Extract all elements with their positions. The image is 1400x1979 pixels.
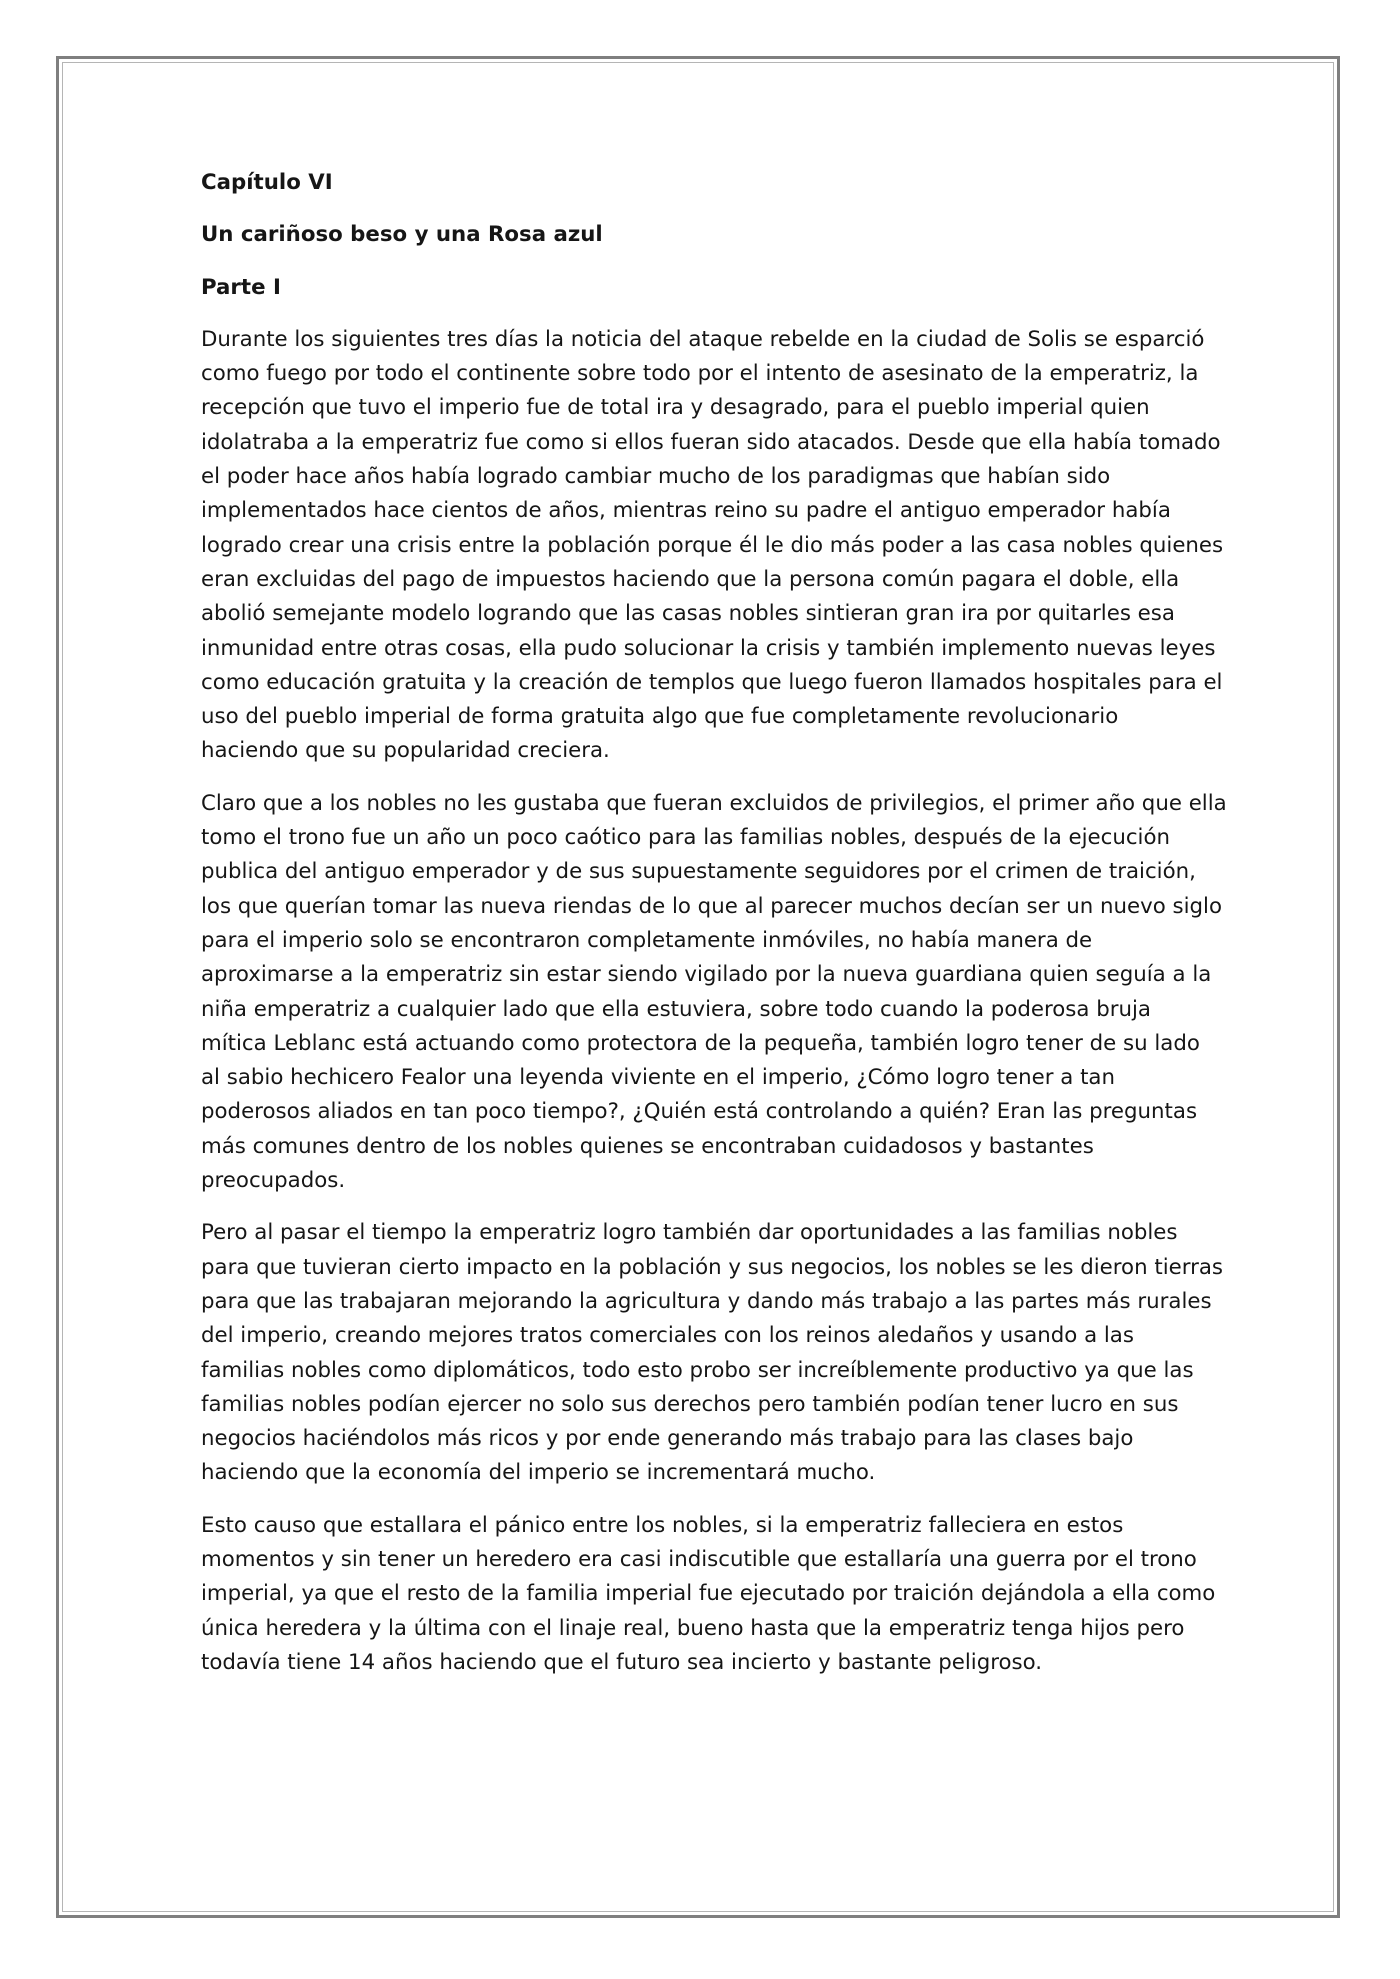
- paragraph-line: poderosos aliados en tan poco tiempo?, ¿Quién está controlando a quién? Eran las preguntas: [201, 1099, 1198, 1125]
- paragraph-line: aproximarse a la emperatriz sin estar siendo vigilado por la nueva guardiana quien seguía a la: [201, 962, 1212, 988]
- paragraph-line: abolió semejante modelo logrando que las casas nobles sintieran gran ira por quitarles esa: [201, 601, 1175, 627]
- paragraph-line: eran excluidas del pago de impuestos haciendo que la persona común pagara el doble, ella: [201, 566, 1180, 592]
- part-title: Parte I: [201, 274, 281, 300]
- paragraph-line: los que querían tomar las nueva riendas de lo que al parecer muchos decían ser un nuevo siglo: [201, 893, 1222, 919]
- paragraph-line: familias nobles podían ejercer no solo sus derechos pero también podían tener lucro en sus: [201, 1391, 1179, 1417]
- paragraph: [201, 323, 1224, 769]
- document-body: [201, 166, 1227, 1698]
- paragraph-line: para el imperio solo se encontraron completamente inmóviles, no había manera de: [201, 927, 1093, 953]
- paragraph-line: más comunes dentro de los nobles quienes se encontraban cuidadosos y bastantes: [201, 1133, 1094, 1159]
- paragraph-line: como fuego por todo el continente sobre todo por el intento de asesinato de la emperatriz, la: [201, 361, 1199, 387]
- paragraphs: [201, 323, 1227, 1680]
- paragraph-line: como educación gratuita y la creación de templos que luego fueron llamados hospitales para el: [201, 669, 1223, 695]
- paragraph-line: para que tuvieran cierto impacto en la población y sus negocios, los nobles se les dieron tierras: [201, 1254, 1224, 1280]
- paragraph-line: al sabio hechicero Fealor una leyenda viviente en el imperio, ¿Cómo logro tener a tan: [201, 1065, 1115, 1091]
- paragraph-line: niña emperatriz a cualquier lado que ella estuviera, sobre todo cuando la poderosa bruja: [201, 996, 1151, 1022]
- paragraph-line: familias nobles como diplomáticos, todo esto probo ser increíblemente productivo ya que las: [201, 1357, 1194, 1383]
- paragraph-line: del imperio, creando mejores tratos comerciales con los reinos aledaños y usando a las: [201, 1323, 1134, 1349]
- paragraph-line: haciendo que su popularidad creciera.: [201, 738, 610, 764]
- paragraph-line: inmunidad entre otras cosas, ella pudo solucionar la crisis y también implemento nuevas leyes: [201, 635, 1216, 661]
- paragraph-line: idolatraba a la emperatriz fue como si ellos fueran sido atacados. Desde que ella había tomado: [201, 429, 1221, 455]
- paragraph-line: tomo el trono fue un año un poco caótico para las familias nobles, después de la ejecución: [201, 825, 1170, 851]
- paragraph-line: publica del antiguo emperador y de sus supuestamente seguidores por el crimen de traición,: [201, 859, 1196, 885]
- paragraph-line: haciendo que la economía del imperio se incrementará mucho.: [201, 1460, 876, 1486]
- paragraph: [201, 1509, 1216, 1680]
- paragraph-line: logrado crear una crisis entre la población porque él le dio más poder a las casa nobles quienes: [201, 532, 1224, 558]
- paragraph-line: implementados hace cientos de años, mientras reino su padre el antiguo emperador había: [201, 498, 1171, 524]
- paragraph-line: Durante los siguientes tres días la noticia del ataque rebelde en la ciudad de Solis se esparció: [201, 326, 1205, 352]
- paragraph-line: momentos y sin tener un heredero era casi indiscutible que estallaría una guerra por el trono: [201, 1546, 1197, 1572]
- chapter-subtitle: Un cariñoso beso y una Rosa azul: [201, 222, 603, 248]
- chapter-title: Capítulo VI: [201, 170, 333, 195]
- paragraph-line: Claro que a los nobles no les gustaba que fueran excluidos de privilegios, el primer año que ella: [201, 790, 1227, 816]
- paragraph-line: uso del pueblo imperial de forma gratuita algo que fue completamente revolucionario: [201, 704, 1119, 730]
- paragraph-line: recepción que tuvo el imperio fue de total ira y desagrado, para el pueblo imperial quien: [201, 395, 1150, 421]
- paragraph-line: preocupados.: [201, 1168, 346, 1194]
- paragraph: [201, 1216, 1224, 1490]
- paragraph-line: todavía tiene 14 años haciendo que el futuro sea incierto y bastante peligroso.: [201, 1649, 1043, 1675]
- paragraph-line: Pero al pasar el tiempo la emperatriz logro también dar oportunidades a las familias nobles: [201, 1220, 1178, 1246]
- paragraph-line: el poder hace años había logrado cambiar mucho de los paradigmas que habían sido: [201, 464, 1111, 490]
- paragraph-line: imperial, ya que el resto de la familia imperial fue ejecutado por traición dejándola a ella como: [201, 1581, 1216, 1607]
- paragraph-line: Esto causo que estallara el pánico entre los nobles, si la emperatriz falleciera en estos: [201, 1512, 1124, 1538]
- paragraph-line: mítica Leblanc está actuando como protectora de la pequeña, también logro tener de su lado: [201, 1030, 1200, 1056]
- paragraph: [201, 787, 1227, 1199]
- paragraph-line: para que las trabajaran mejorando la agricultura y dando más trabajo a las partes más rurales: [201, 1288, 1212, 1314]
- paragraph-line: negocios haciéndolos más ricos y por ende generando más trabajo para las clases bajo: [201, 1426, 1134, 1452]
- paragraph-line: única heredera y la última con el linaje real, bueno hasta que la emperatriz tenga hijos pero: [201, 1615, 1185, 1641]
